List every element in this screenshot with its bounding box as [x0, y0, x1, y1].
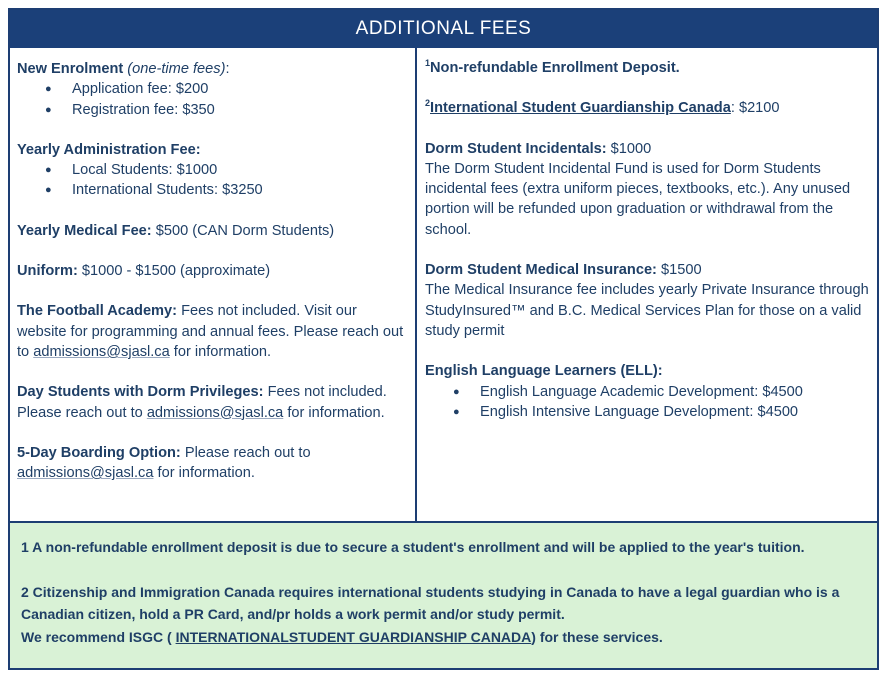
- yearly-admin-heading: Yearly Administration Fee:: [17, 141, 201, 158]
- table-title: ADDITIONAL FEES: [10, 10, 877, 48]
- five-day-boarding: 5-Day Boarding Option: Please reach out to admissions@sjasl.ca for information.: [17, 444, 311, 482]
- ell-heading: English Language Learners (ELL):: [425, 363, 663, 380]
- incidentals-text: The Dorm Student Incidental Fund is used for Dorm Students incidental fees (extra uniform pieces, textbooks, etc.). Any unused portion will be refunded upon graduation or withdrawal from the school.: [425, 160, 851, 238]
- list-item: ● English Language Academic Development: $4500: [480, 382, 871, 402]
- email-link[interactable]: admissions@sjasl.ca: [17, 465, 154, 482]
- new-enrolment-list: [17, 79, 409, 120]
- email-link[interactable]: admissions@sjasl.ca: [33, 343, 170, 360]
- day-students-dorm: Day Students with Dorm Privileges: Fees not included. Please reach out to admissions@sjasl.ca for information.: [17, 384, 387, 421]
- incidentals-heading: Dorm Student Incidentals: $1000: [425, 140, 652, 157]
- football-academy: The Football Academy: Fees not included. Visit our website for programming and annual fees. Please reach out to admissions@sjasl.ca for information.: [17, 303, 404, 360]
- guardianship-link[interactable]: International Student Guardianship Canada: [430, 100, 731, 117]
- list-item: ● International Students: $3250: [72, 180, 409, 200]
- left-column: [10, 48, 417, 521]
- footnote-1: 1 A non-refundable enrollment deposit is due to secure a student's enrollment and will be applied to the year's tuition.: [21, 539, 805, 555]
- uniform-fee: Uniform: $1000 - $1500 (approximate): [17, 263, 271, 280]
- new-enrolment-heading: New Enrolment (one-time fees):: [17, 61, 230, 77]
- list-item: ● Application fee: $200: [72, 79, 409, 99]
- isgc-link[interactable]: INTERNATIONALSTUDENT GUARDIANSHIP CANADA: [175, 628, 532, 645]
- additional-fees-table: [8, 8, 879, 670]
- footnote-2: 2 Citizenship and Immigration Canada requires international students studying in Canada to have a legal guardian who is a Canadian citizen, hold a PR Card, and/pr holds a work permit and/or study permit.: [21, 583, 840, 622]
- footnotes: [10, 521, 877, 668]
- deposit-heading: $^1$Non-refundable Enrollment Deposit.: [425, 58, 680, 76]
- recommendation: We recommend ISGC ( INTERNATIONALSTUDENT GUARDIANSHIP CANADA) for these services.: [21, 628, 663, 645]
- insurance-heading: Dorm Student Medical Insurance: $1500: [425, 262, 702, 279]
- ell-list: [425, 382, 871, 423]
- right-column: [417, 48, 877, 521]
- list-item: ● English Intensive Language Development: $4500: [480, 402, 871, 422]
- insurance-text: The Medical Insurance fee includes yearly Private Insurance through StudyInsured™ and B.C. Medical Services Plan for those on a valid study permit: [425, 282, 869, 339]
- list-item: ● Registration fee: $350: [72, 100, 409, 120]
- email-link[interactable]: admissions@sjasl.ca: [146, 404, 284, 421]
- yearly-medical-fee: Yearly Medical Fee: $500 (CAN Dorm Students): [17, 222, 335, 239]
- guardianship-fee: $^2$International Student Guardianship Canada: $2100: [425, 98, 780, 117]
- yearly-admin-list: [17, 160, 409, 201]
- list-item: ● Local Students: $1000: [72, 160, 409, 180]
